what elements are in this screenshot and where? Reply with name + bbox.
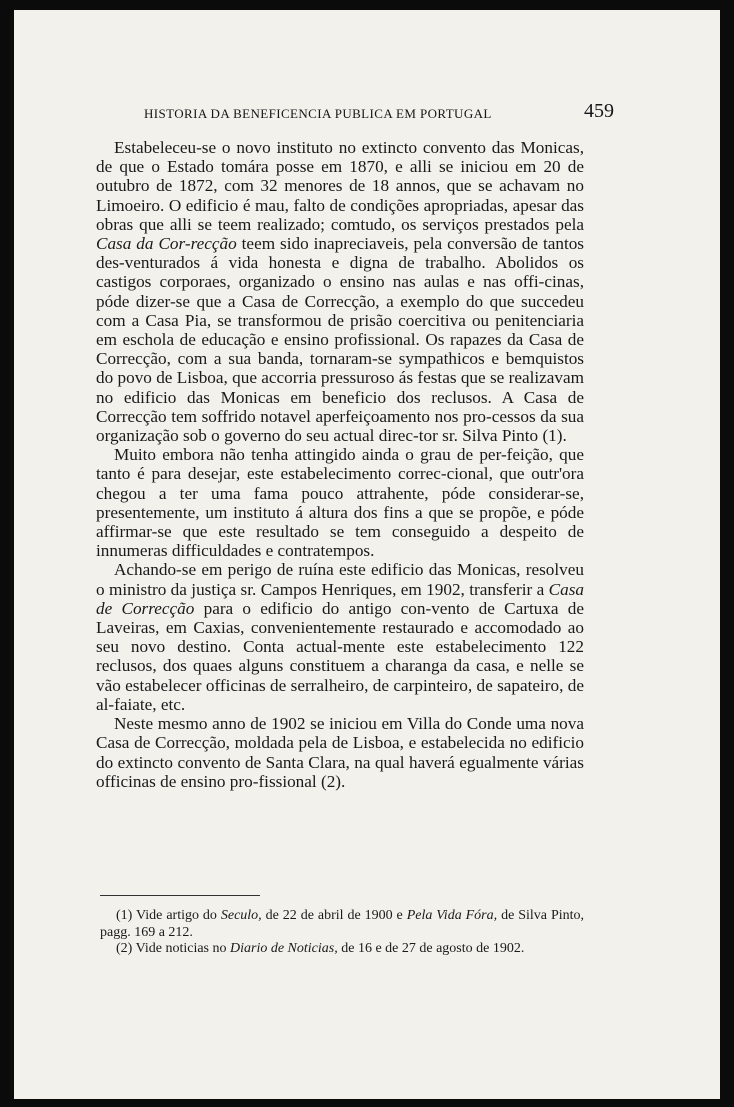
footnote-2-text-c: de 16 e de 27 de agosto de 1902. (337, 941, 525, 956)
paragraph-3-text-c: para o edificio do antigo con-vento de Cartuxa de Laveiras, em Caxias, convenientemente restaurado e accomodado ao seu novo destino. Conta actual-mente este estabelecimento 122 reclusos, dos quaes alguns constituem a charanga da casa, e nelle se vão estabelecer officinas de serralheiro, de carpinteiro, de sapateiro, de al-faiate, etc. (96, 598, 585, 714)
paragraph-3-italic: Casa de Correcção (96, 579, 584, 618)
footnote-2 (100, 941, 584, 958)
header-title: HISTORIA DA BENEFICENCIA PUBLICA EM PORTUGAL (144, 106, 492, 121)
footnote-divider (100, 895, 260, 896)
paragraph-2: Muito embora não tenha attingido ainda o grau de per-feição, que tanto é para desejar, este estabelecimento correc-cional, que outr'ora chegou a ter uma fama pouco attrahente, póde considerar-se, presentemente, um instituto á altura dos fins a que se propõe, e póde affirmar-se que este resultado se tem conseguido a despeito de innumeras difficuldades e contratempos. (96, 445, 584, 561)
footnote-2-text-a: (2) Vide noticias no (116, 941, 230, 956)
footnote-1 (100, 908, 584, 941)
paragraph-1-italic: Casa da Cor-recção (96, 234, 237, 254)
footnote-1-text-a: (1) Vide artigo do (116, 908, 221, 923)
page-number: 459 (584, 100, 614, 122)
footnote-2-source: Diario de Noticias, (230, 941, 338, 956)
paragraph-4: Neste mesmo anno de 1902 se iniciou em Villa do Conde uma nova Casa de Correcção, moldada pela de Lisboa, e estabelecida no edificio do extincto convento de Santa Clara, na qual haverá egualmente várias officinas de ensino pro-fissional (2). (96, 714, 584, 791)
paragraph-1-text-c: teem sido inapreciaveis, pela conversão de tantos des-venturados á vida honesta e digna de trabalho. Abolidos os castigos corporaes, organizado o ensino nas aulas e nas offi-cinas, póde dizer-se que a Casa de Correcção, a exemplo do que succedeu com a Casa Pia, se transformou de prisão coercitiva ou penitenciaria em eschola de educação e ensino profissional. Os rapazes da Casa de Correcção, com a sua banda, tornaram-se sympathicos e bemquistos do povo de Lisboa, que accorria pressuroso ás festas que se realizavam no edificio das Monicas em beneficio dos reclusos. A Casa de Correcção tem soffrido notavel aperfeiçoamento nos pro-cessos da sua organização sob o governo do seu actual direc-tor sr. Silva Pinto (1). (96, 234, 585, 446)
body-text (96, 138, 584, 791)
footnotes (100, 908, 584, 958)
running-header (144, 102, 614, 130)
footnote-1-source: Seculo, (220, 908, 262, 923)
document-page (14, 10, 720, 1099)
paragraph-3 (96, 560, 584, 714)
footnote-1-text-c: de 22 de abril de 1900 e (261, 908, 407, 923)
paragraph-3-text-a: Achando-se em perigo de ruína este edificio das Monicas, resolveu o ministro da justiça sr. Campos Henriques, em 1902, transferir a (96, 560, 584, 599)
paragraph-1-text-a: Estabeleceu-se o novo instituto no extincto convento das Monicas, de que o Estado tomára posse em 1870, e alli se iniciou em 20 de outubro de 1872, com 32 menores de 18 annos, que se achavam no Limoeiro. O edificio é mau, falto de condições apropriadas, apesar das obras que alli se teem realizado; comtudo, os serviços prestados pela (96, 138, 584, 234)
footnote-1-text-e: de Silva Pinto, pagg. 169 a 212. (100, 908, 585, 940)
paragraph-1 (96, 138, 584, 445)
footnote-1-book: Pela Vida Fóra, (406, 908, 498, 923)
